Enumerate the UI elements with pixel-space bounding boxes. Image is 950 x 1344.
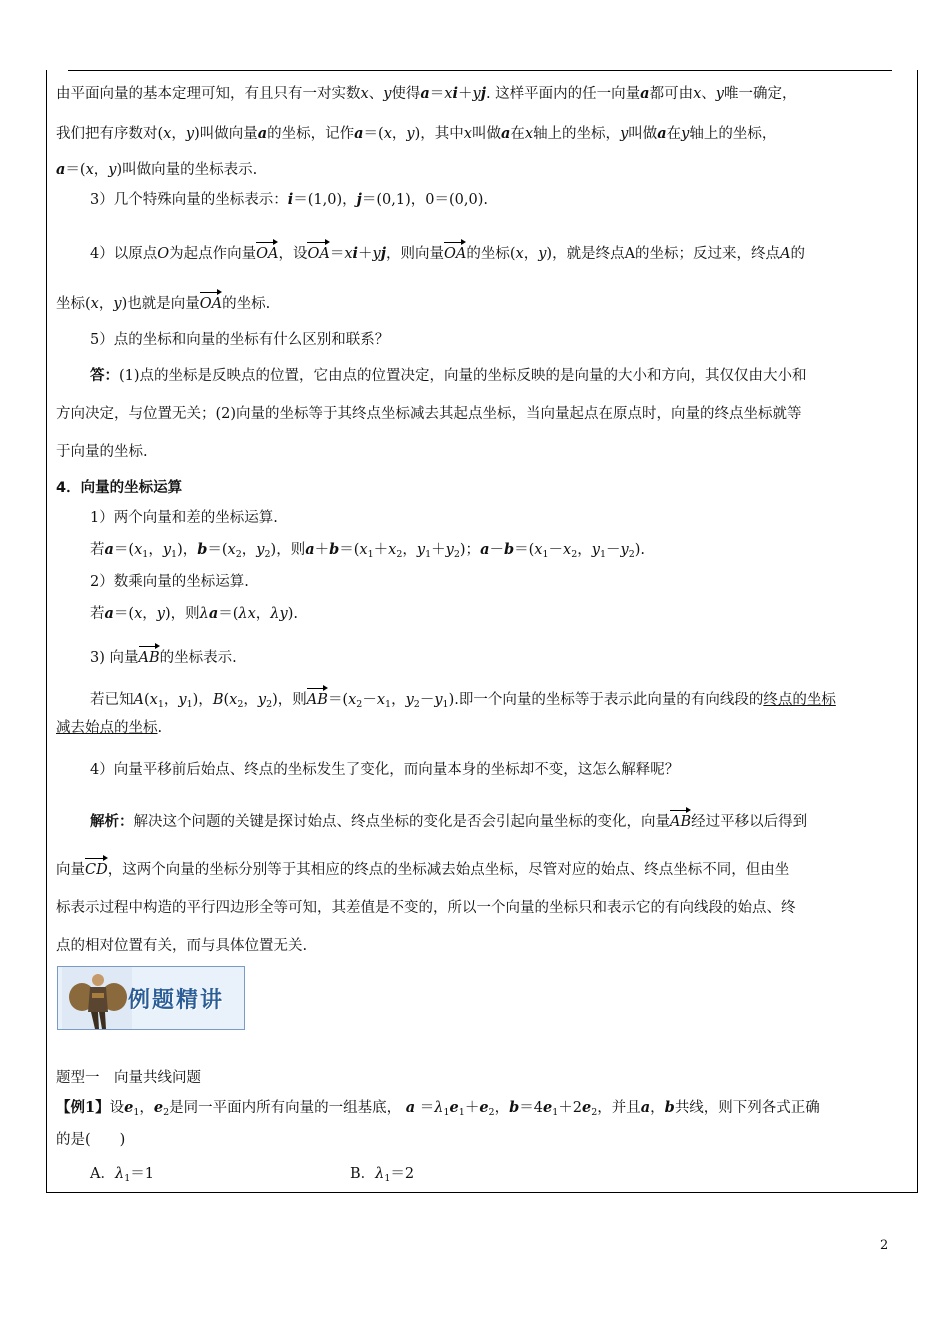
example-1-line: 【例1】设$e_1$，$e_2$是同一平面内所有向量的一组基底， $a =\lambda_1e_1+e_2$，$b=4e_1+2e_2$，并且a，b共线，则下列各式正确 [56, 1099, 820, 1118]
text-line-14: 2）数乘向量的坐标运算. [90, 574, 249, 590]
example-banner [57, 966, 245, 1030]
text-line-5: 4）以原点O为起点作向量OA，设OA＝xi＋yj，则向量OA的坐标(x，y)，就是终点A的坐标；反过来，终点A的 [90, 240, 912, 264]
text-line-18: 减去始点的坐标. [56, 720, 163, 736]
text-line-16: 3) 向量AB的坐标表示. [90, 644, 912, 668]
text-line-2: 我们把有序数对(x，y)叫做向量a的坐标，记作a＝(x，y)，其中x叫做a在x轴上的坐标，y叫做a在y轴上的坐标， [56, 125, 777, 142]
text-line-23: 点的相对位置有关，而与具体位置无关. [56, 938, 308, 954]
option-a: A．$\lambda_1=1$ [90, 1166, 154, 1184]
text-line-4: 3）几个特殊向量的坐标表示：i＝(1,0)，j＝(0,1)，0＝(0,0). [90, 191, 488, 208]
text-line-22: 标表示过程中构造的平行四边形全等可知，其差值是不变的，所以一个向量的坐标只和表示它的有向线段的始点、终 [56, 900, 796, 916]
option-b: B．$\lambda_1=2$ [350, 1166, 415, 1184]
text-line-7: 5）点的坐标和向量的坐标有什么区别和联系？ [90, 332, 390, 348]
example-1-line-2: 的是( ) [56, 1132, 126, 1148]
text-line-19: 4）向量平移前后始点、终点的坐标发生了变化，而向量本身的坐标却不变，这怎么解释呢？ [90, 762, 680, 778]
text-line-20: 解析：解决这个问题的关键是探讨始点、终点坐标的变化是否会引起向量坐标的变化，向量AB经过平移以后得到 [90, 808, 912, 832]
text-line-15: 若a＝(x，y)，则λa＝(λx，λy). [90, 605, 298, 622]
question-type-heading: 题型一 向量共线问题 [56, 1070, 201, 1086]
text-line-3: a＝(x，y)叫做向量的坐标表示. [56, 161, 258, 178]
text-line-10: 于向量的坐标. [56, 444, 148, 460]
warrior-figure-icon [62, 967, 132, 1029]
text-line-12: 1）两个向量和差的坐标运算. [90, 510, 278, 526]
text-line-21: 向量CD，这两个向量的坐标分别等于其相应的终点的坐标减去始点坐标，尽管对应的始点、终点坐标不同，但由坐 [56, 856, 912, 880]
page-number: 2 [880, 1238, 889, 1253]
text-line-6: 坐标(x，y)也就是向量OA的坐标. [56, 290, 912, 314]
text-line-8: 答：(1)点的坐标是反映点的位置，它由点的位置决定，向量的坐标反映的是向量的大小和方向，其仅仅由大小和 [90, 367, 807, 384]
section-heading: 4．向量的坐标运算 [56, 480, 183, 496]
text-line-17: 若已知$A(x_1$，$y_1$)，$B(x_2$，$y_2$)，则$AB=(x_2-x_1$，$y_2-y_1$).即一个向量的坐标等于表示此向量的有向线段的终点的坐标 [90, 686, 912, 715]
text-line-13: 若$a=(x_1$，$y_1$)，$b=(x_2$，$y_2$)，则$a+b=(x_1+x_2$，$y_1+y_2$)；$a-b=(x_1-x_2$，$y_1-y_2$). [90, 541, 646, 560]
text-line-9: 方向决定，与位置无关；(2)向量的坐标等于其终点坐标减去其起点坐标，当向量起点在原点时，向量的终点坐标就等 [56, 406, 802, 422]
text-line-1: 由平面向量的基本定理可知，有且只有一对实数x、y使得a＝xi＋yj. 这样平面内的任一向量a都可由x、y唯一确定， [56, 85, 797, 102]
banner-title: 例题精讲 [128, 988, 225, 1013]
